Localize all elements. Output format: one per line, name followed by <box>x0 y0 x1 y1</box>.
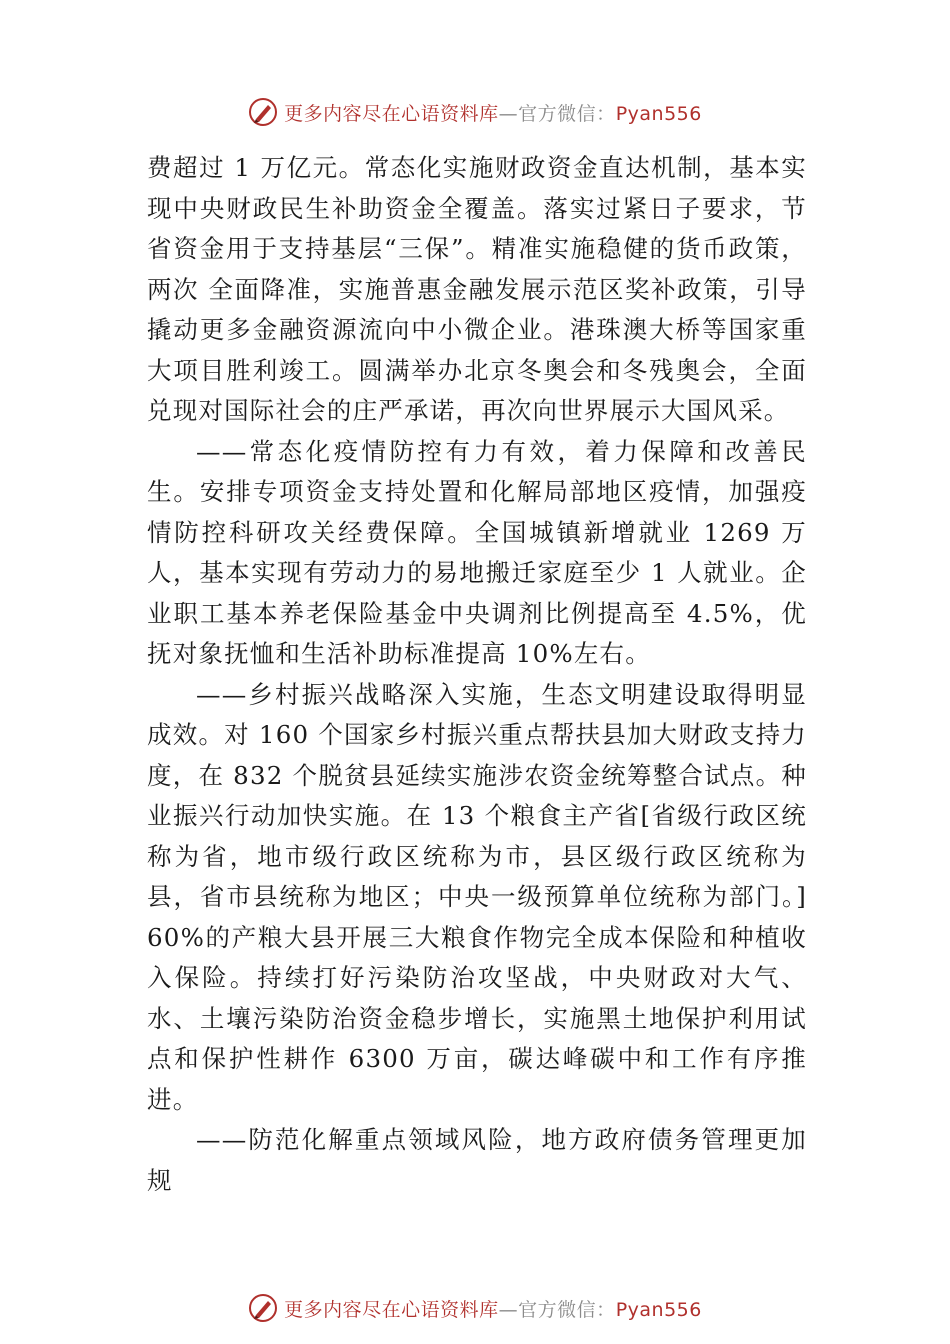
paragraph-2: ——常态化疫情防控有力有效，着力保障和改善民生。安排专项资金支持处置和化解局部地区疫情，加强疫情防控科研攻关经费保障。全国城镇新增就业 1269 万人，基本实现有劳动力的易地搬迁家庭至少 1 人就业。企业职工基本养老保险基金中央调剂比例提高至 4.5%，优抚对象抚恤和生活补助标准提高 10%左右。 <box>147 436 807 668</box>
pen-logo-icon <box>248 97 278 127</box>
footer-banner-main: 更多内容尽在心语资料库 <box>284 1298 499 1321</box>
document-body <box>147 148 807 1201</box>
header-banner-separator: — <box>498 102 519 125</box>
footer-wechat-id: Pyan556 <box>615 1298 702 1321</box>
header-banner-text <box>284 99 702 126</box>
footer-wechat-label: 官方微信： <box>518 1298 616 1321</box>
footer-banner-text <box>284 1295 702 1322</box>
paragraph-1: 费超过 1 万亿元。常态化实施财政资金直达机制，基本实现中央财政民生补助资金全覆盖。落实过紧日子要求，节省资金用于支持基层“三保”。精准实施稳健的货币政策，两次 全面降准，实施普惠金融发展示范区奖补政策，引导撬动更多金融资源流向中小微企业。港珠澳大桥等国家重大项目胜利竣工。圆满举办北京冬奥会和冬残奥会，全面兑现对国际社会的庄严承诺，再次向世界展示大国风采。 <box>147 153 807 425</box>
header-banner-main: 更多内容尽在心语资料库 <box>284 102 499 125</box>
pen-logo-icon <box>248 1293 278 1323</box>
header-wechat-id: Pyan556 <box>615 102 702 125</box>
header-banner <box>0 92 950 132</box>
paragraph-3: ——乡村振兴战略深入实施，生态文明建设取得明显成效。对 160 个国家乡村振兴重点帮扶县加大财政支持力度，在 832 个脱贫县延续实施涉农资金统筹整合试点。种业振兴行动加快实施。在 13 个粮食主产省[省级行政区统称为省，地市级行政区统称为市，县区级行政区统称为县，省市县统称为地区；中央一级预算单位统称为部门。] 60%的产粮大县开展三大粮食作物完全成本保险和种植收入保险。持续打好污染防治攻坚战，中央财政对大气、水、土壤污染防治资金稳步增长，实施黑土地保护利用试点和保护性耕作 6300 万亩，碳达峰碳中和工作有序推进。 <box>147 679 807 1114</box>
footer-banner <box>0 1288 950 1328</box>
footer-banner-separator: — <box>498 1298 519 1321</box>
paragraph-4: ——防范化解重点领域风险，地方政府债务管理更加规 <box>147 1125 807 1195</box>
header-wechat-label: 官方微信： <box>518 102 616 125</box>
